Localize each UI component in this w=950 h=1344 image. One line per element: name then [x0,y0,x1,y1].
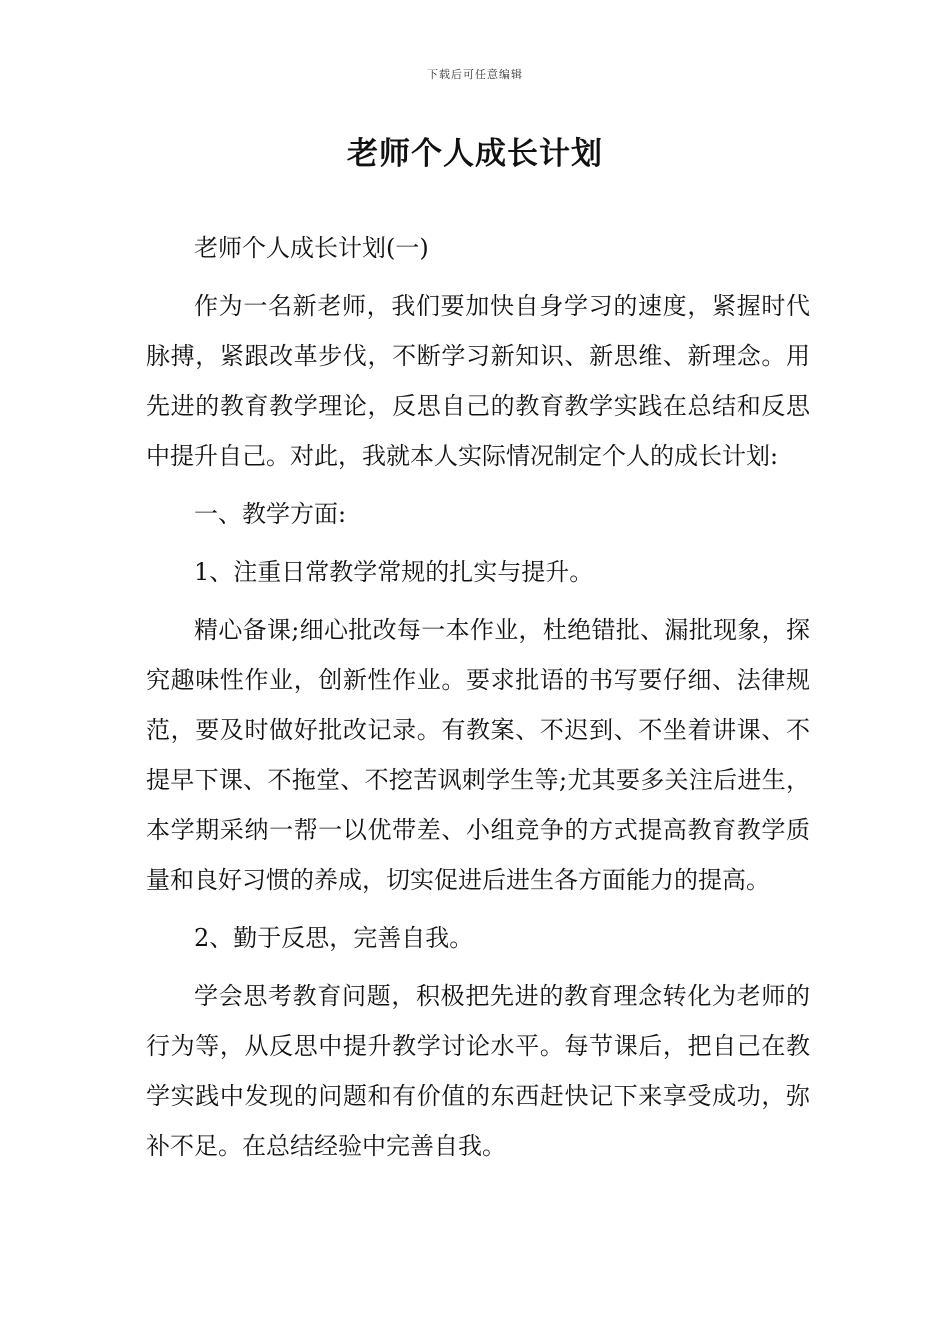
subheading: 2、勤于反思，完善自我。 [194,924,474,952]
section-heading: 老师个人成长计划(一) [194,234,429,262]
header-note: 下载后可任意编辑 [427,68,523,81]
paragraph: 精心备课;细心批改每一本作业，杜绝错批、漏批现象，探究趣味性作业，创新性作业。要求批语的书写要仔细、法律规范，要及时做好批改记录。有教案、不迟到、不坐着讲课、不提早下课、不拖堂、不挖苦讽刺学生等;尤其要多关注后进生，本学期采纳一帮一以优带差、小组竞争的方式提高教育教学质量和良好习惯的养成，切实促进后进生各方面能力的提高。 [146,616,810,894]
section-heading: 一、教学方面: [194,500,347,528]
document-body [146,223,810,1179]
document-title: 老师个人成长计划 [347,136,603,172]
paragraph: 学会思考教育问题，积极把先进的教育理念转化为老师的行为等，从反思中提升教学讨论水平。每节课后，把自己在教学实践中发现的问题和有价值的东西赶快记下来享受成功，弥补不足。在总结经验中完善自我。 [146,982,810,1160]
paragraph: 作为一名新老师，我们要加快自身学习的速度，紧握时代脉搏，紧跟改革步伐，不断学习新知识、新思维、新理念。用先进的教育教学理论，反思自己的教育教学实践在总结和反思中提升自己。对此，我就本人实际情况制定个人的成长计划: [146,292,810,470]
subheading: 1、注重日常教学常规的扎实与提升。 [194,558,594,586]
